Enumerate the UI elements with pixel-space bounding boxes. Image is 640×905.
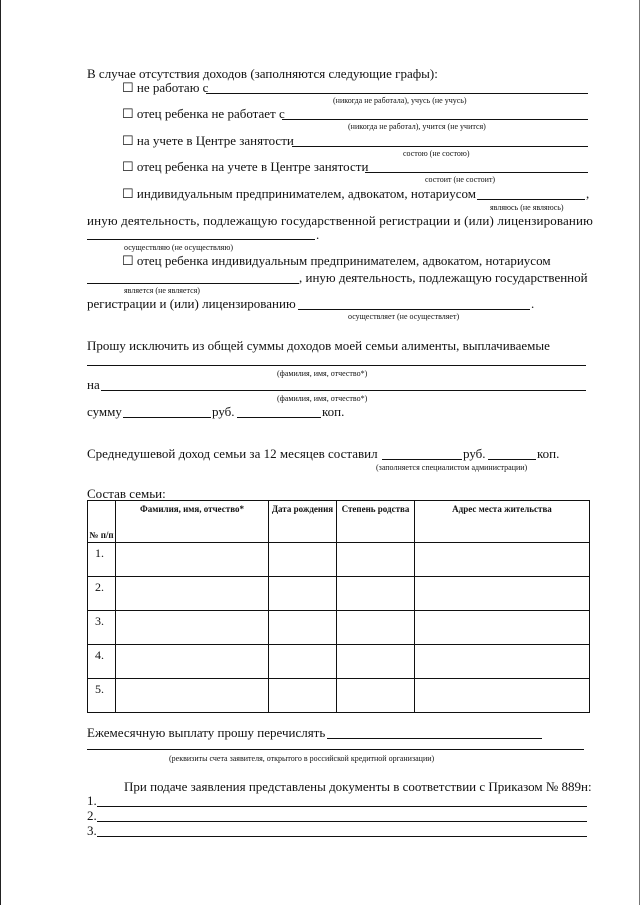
alimony-rub-field[interactable] [123,417,211,418]
alimony-recipient-hint: (фамилия, имя, отчество*) [277,394,368,403]
father-not-working-checkbox-label[interactable]: ☐ отец ребенка не работает с [122,106,285,121]
alimony-sum-label: сумму [87,404,122,419]
row-number: 4. [88,645,116,679]
avg-income-hint: (заполняется специалистом администрации) [376,463,528,472]
address-cell[interactable] [415,679,590,713]
no-income-heading: В случае отсутствия доходов (заполняются следующие графы): [87,66,438,81]
entrepreneur-status-hint: являюсь (не являюсь) [490,203,564,212]
payment-hint: (реквизиты счета заявителя, открытого в российской кредитной организации) [169,754,435,763]
family-table-header [88,501,590,543]
payment-account-field-2[interactable] [87,749,584,750]
avg-income-text: Среднедушевой доход семьи за 12 месяцев составил [87,446,378,461]
col-header-address: Адрес места жительства [415,501,590,543]
family-table [87,500,590,713]
entrepreneur-dot: . [316,227,320,242]
table-row [88,645,590,679]
address-cell[interactable] [415,543,590,577]
father-not-working-hint: (никогда не работал), учится (не учится) [348,122,486,131]
entrepreneur-activity-hint: осуществляю (не осуществляю) [124,243,234,252]
avg-income-kop-label: коп. [537,446,560,461]
father-employment-center-checkbox-label[interactable]: ☐ отец ребенка на учете в Центре занятости [122,159,369,174]
not-working-checkbox-label[interactable]: ☐ не работаю с [122,80,209,95]
documents-text: При подаче заявления представлены документы в соответствии с Приказом № 889н: [124,779,592,794]
relation-cell[interactable] [337,577,415,611]
father-employment-center-field[interactable] [365,172,588,173]
document-item-field[interactable] [97,836,587,837]
father-employment-center-hint: состоит (не состоит) [425,175,496,184]
father-not-working-date-field[interactable] [282,119,588,120]
alimony-on-label: на [87,377,100,392]
alimony-text: Прошу исключить из общей суммы доходов моей семьи алименты, выплачиваемые [87,338,550,353]
father-entrepreneur-status-hint: является (не является) [124,286,200,295]
entrepreneur-activity-field[interactable] [87,239,315,240]
full-name-cell[interactable] [116,679,269,713]
birth-date-cell[interactable] [269,679,337,713]
payment-account-field[interactable] [327,738,542,739]
alimony-rub-label: руб. [212,404,235,419]
not-working-hint: (никогда не работала), учусь (не учусь) [333,96,467,105]
avg-income-rub-label: руб. [463,446,486,461]
row-number: 5. [88,679,116,713]
employment-center-field[interactable] [292,146,588,147]
alimony-kop-field[interactable] [237,417,321,418]
document-item-field[interactable] [97,821,587,822]
document-item-number: 1. [87,793,97,808]
address-cell[interactable] [415,645,590,679]
father-entrepreneur-checkbox-label[interactable]: ☐ отец ребенка индивидуальным предпринимателем, адвокатом, нотариусом [122,253,551,268]
full-name-cell[interactable] [116,645,269,679]
alimony-kop-label: коп. [322,404,345,419]
table-row [88,577,590,611]
document-item-number: 2. [87,808,97,823]
birth-date-cell[interactable] [269,611,337,645]
full-name-cell[interactable] [116,543,269,577]
entrepreneur-status-field[interactable] [477,199,585,200]
full-name-cell[interactable] [116,611,269,645]
table-row [88,611,590,645]
payment-text: Ежемесячную выплату прошу перечислять [87,725,326,740]
not-working-date-field[interactable] [206,93,588,94]
father-entrepreneur-status-field[interactable] [87,283,299,284]
document-item-field[interactable] [97,806,587,807]
table-row [88,679,590,713]
employment-center-hint: состою (не состою) [403,149,470,158]
birth-date-cell[interactable] [269,577,337,611]
employment-center-checkbox-label[interactable]: ☐ на учете в Центре занятости [122,133,294,148]
table-row [88,543,590,577]
father-entrepreneur-dot: . [531,296,535,311]
family-title: Состав семьи: [87,486,166,501]
relation-cell[interactable] [337,611,415,645]
father-entrepreneur-activity-hint: осуществляет (не осуществляет) [348,312,460,321]
birth-date-cell[interactable] [269,543,337,577]
alimony-payer-hint: (фамилия, имя, отчество*) [277,369,368,378]
row-number: 2. [88,577,116,611]
page-scan-edge-left [0,0,1,905]
row-number: 3. [88,611,116,645]
alimony-recipient-field[interactable] [101,390,586,391]
relation-cell[interactable] [337,679,415,713]
alimony-payer-field[interactable] [87,365,586,366]
entrepreneur-checkbox-label[interactable]: ☐ индивидуальным предпринимателем, адвокатом, нотариусом [122,186,476,201]
entrepreneur-activity-text: иную деятельность, подлежащую государственной регистрации и (или) лицензированию [87,213,594,228]
relation-cell[interactable] [337,645,415,679]
birth-date-cell[interactable] [269,645,337,679]
full-name-cell[interactable] [116,577,269,611]
avg-income-rub-field[interactable] [382,459,462,460]
document-item-number: 3. [87,823,97,838]
relation-cell[interactable] [337,543,415,577]
father-entrepreneur-line3: регистрации и (или) лицензированию [87,296,296,311]
col-header-birth-date: Дата рождения [269,501,337,543]
row-number: 1. [88,543,116,577]
entrepreneur-comma: , [586,186,590,201]
col-header-full-name: Фамилия, имя, отчество* [116,501,269,543]
address-cell[interactable] [415,611,590,645]
address-cell[interactable] [415,577,590,611]
col-header-relation: Степень родства [337,501,415,543]
avg-income-kop-field[interactable] [488,459,536,460]
father-entrepreneur-line2: , иную деятельность, подлежащую государственной [299,270,588,285]
father-entrepreneur-activity-field[interactable] [298,309,530,310]
col-header-number: № п/п [88,501,116,543]
